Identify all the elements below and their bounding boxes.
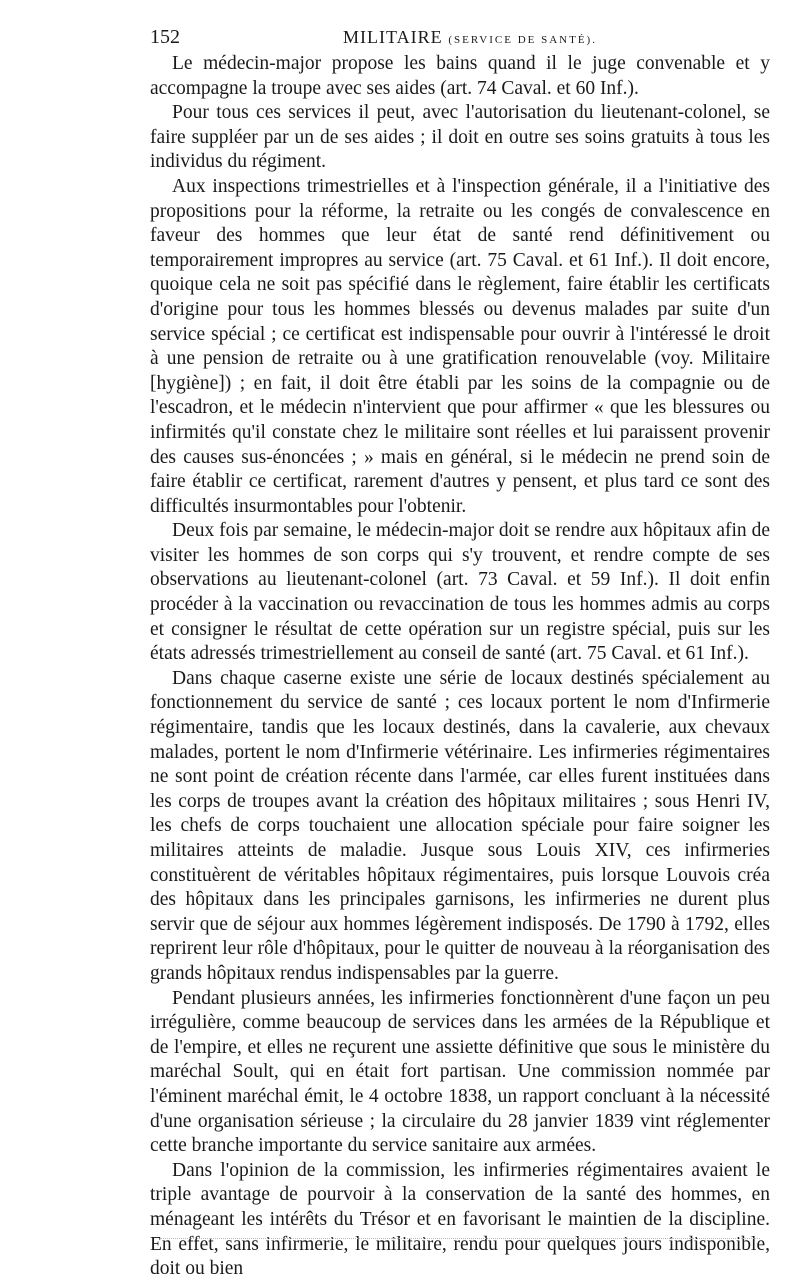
paragraph: Dans chaque caserne existe une série de locaux destinés spécialement au fonctionnement du service de santé ; ces locaux portent le nom d'Infirmerie régimentaire, tandis que les locaux destinés, dans la cavalerie, aux chevaux malades, portent le nom d'Infirmerie vétérinaire. Les infirmeries régimentaires ne sont point de création récente dans l'armée, car elles furent instituées dans les corps de troupes avant la création des hôpitaux militaires ; sous Henri IV, les chefs de corps touchaient une allocation spéciale pour faire soigner les militaires atteints de maladie. Jusque sous Louis XIV, ces infirmeries constituèrent de véritables hôpitaux régimentaires, puis lorsque Louvois créa des hôpitaux dans les principales garnisons, les infirmeries ne durent plus servir que de séjour aux hommes légèrement indisposés. De 1790 à 1792, elles reprirent leur rôle d'hôpitaux, pour le quitter de nouveau à la réorganisation des grands hôpitaux rendus indispensables par la guerre. (150, 667, 770, 984)
paragraph: Le médecin-major propose les bains quand il le juge convenable et y accompagne la troupe avec ses aides (art. 74 Caval. et 60 Inf.). (150, 53, 770, 99)
body-text (150, 52, 770, 1282)
paragraph: Dans l'opinion de la commission, les infirmeries régimentaires avaient le triple avantage de pourvoir à la conservation de la santé des hommes, en ménageant les intérêts du Trésor et en favorisant le maintien de la discipline. En effet, sans infirmerie, le militaire, rendu pour quelques jours indisponible, doit ou bien (150, 1159, 770, 1280)
footer-rule (160, 1238, 760, 1239)
paragraph: Aux inspections trimestrielles et à l'inspection générale, il a l'initiative des propositions pour la réforme, la retraite ou les congés de convalescence en faveur des hommes que leur état de santé rend définitivement ou temporairement impropres au service (art. 75 Caval. et 61 Inf.). Il doit encore, quoique cela ne soit pas spécifié dans le règlement, faire établir les certificats d'origine pour tous les hommes blessés ou devenus malades par suite d'un service spécial ; ce certificat est indispensable pour ouvrir à l'intéressé le droit à une pension de retraite ou à une gratification renouvelable (voy. Militaire [hygiène]) ; en fait, il doit être établi par les soins de la compagnie ou de l'escadron, et le médecin n'intervient que pour affirmer « que les blessures ou infirmités qu'il constate chez le militaire sont réelles et lui paraissent provenir des causes sus-énoncées ; » mais en général, si le médecin ne prend soin de faire établir ce certificat, rarement d'autres y pensent, et plus tard ce sont des difficultés insurmontables pour l'obtenir. (150, 175, 770, 517)
paragraph: Deux fois par semaine, le médecin-major doit se rendre aux hôpitaux afin de visiter les hommes de son corps qui s'y trouvent, et rendre compte de ses observations au lieutenant-colonel (art. 73 Caval. et 59 Inf.). Il doit enfin procéder à la vaccination ou revaccination de tous les hommes admis au corps et consigner le résultat de cette opération sur un registre spécial, puis sur les états adressés trimestriellement au conseil de santé (art. 75 Caval. et 61 Inf.). (150, 520, 770, 665)
running-title-main: MILITAIRE (343, 27, 443, 47)
book-page (150, 22, 770, 1282)
running-title-sub: (SERVICE DE SANTÉ). (448, 34, 597, 46)
page-number: 152 (150, 26, 180, 48)
paragraph: Pendant plusieurs années, les infirmeries fonctionnèrent d'une façon un peu irrégulière, comme beaucoup de services dans les armées de la République et de l'empire, et elles ne reçurent une assiette définitive que sous le ministère du maréchal Soult, qui en était fort partisan. Une commission nommée par l'éminent maréchal émit, le 4 octobre 1838, un rapport concluant à la nécessité d'une organisation sérieuse ; la circulaire du 28 janvier 1839 vint réglementer cette branche importante du service sanitaire aux armées. (150, 987, 770, 1157)
page-header (150, 22, 770, 52)
running-title (150, 22, 770, 55)
paragraph: Pour tous ces services il peut, avec l'autorisation du lieutenant-colonel, se faire suppléer par un de ses aides ; il doit en outre ses soins gratuits à tous les individus du régiment. (150, 102, 770, 173)
